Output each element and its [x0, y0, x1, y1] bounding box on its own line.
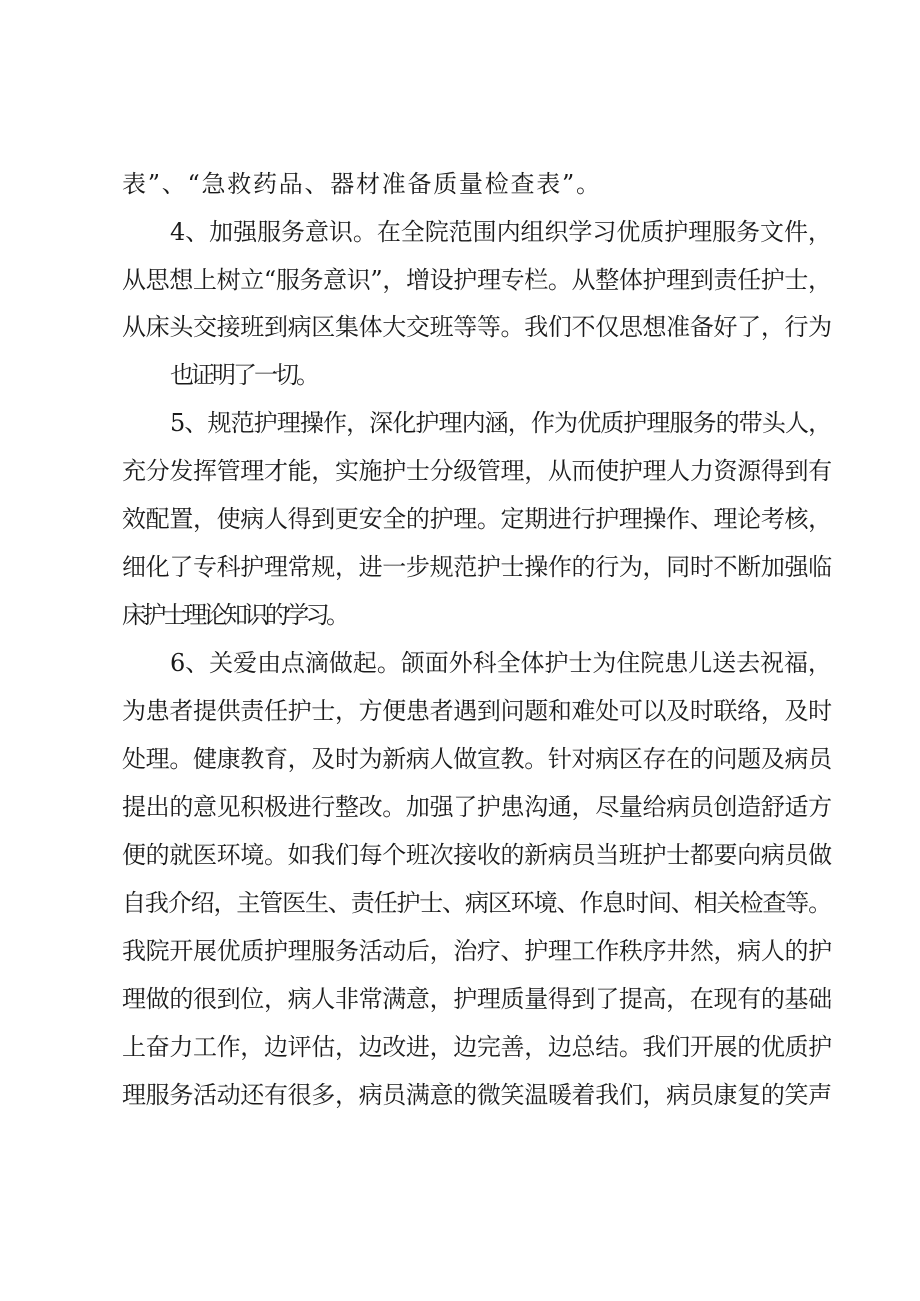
text-line: 上奋力工作，边评估，边改进，边完善，边总结。我们开展的优质护 — [122, 1033, 832, 1061]
text-line: 从床头交接班到病区集体大交班等等。我们不仅思想准备好了，行为 — [122, 313, 832, 341]
text-line: 从思想上树立“服务意识”，增设护理专栏。从整体护理到责任护士， — [122, 266, 832, 294]
text-line: 便的就医环境。如我们每个班次接收的新病员当班护士都要向病员做 — [122, 841, 832, 869]
text-line: 理做的很到位，病人非常满意，护理质量得到了提高，在现有的基础 — [122, 985, 832, 1013]
text-line: 理服务活动还有很多，病员满意的微笑温暖着我们，病员康复的笑声 — [122, 1081, 832, 1109]
paragraph-5-heading-line: 5、规范护理操作，深化护理内涵，作为优质护理服务的带头人， — [170, 409, 832, 437]
text-line: 效配置，使病人得到更安全的护理。定期进行护理操作、理论考核， — [122, 505, 832, 533]
text-line: 充分发挥管理才能，实施护士分级管理，从而使护理人力资源得到有 — [122, 457, 832, 485]
text-line: 细化了专科护理常规，进一步规范护士操作的行为，同时不断加强临 — [122, 553, 832, 581]
text-line: 床护士理论知识的学习。 — [122, 601, 347, 629]
text-line: 也证明了一切。 — [170, 361, 317, 389]
text-line: 我院开展优质护理服务活动后，治疗、护理工作秩序井然，病人的护 — [122, 937, 832, 965]
text-line: 提出的意见积极进行整改。加强了护患沟通，尽量给病员创造舒适方 — [122, 793, 832, 821]
paragraph-4-heading-line: 4、加强服务意识。在全院范围内组织学习优质护理服务文件， — [170, 218, 832, 246]
text-line: 表”、“急救药品、器材准备质量检查表”。 — [122, 170, 602, 198]
paragraph-6-heading-line: 6、关爱由点滴做起。颌面外科全体护士为住院患儿送去祝福， — [170, 649, 832, 677]
text-line: 处理。健康教育，及时为新病人做宣教。针对病区存在的问题及病员 — [122, 745, 832, 773]
text-line: 自我介绍，主管医生、责任护士、病区环境、作息时间、相关检查等。 — [122, 889, 831, 917]
text-line: 为患者提供责任护士，方便患者遇到问题和难处可以及时联络，及时 — [122, 697, 832, 725]
